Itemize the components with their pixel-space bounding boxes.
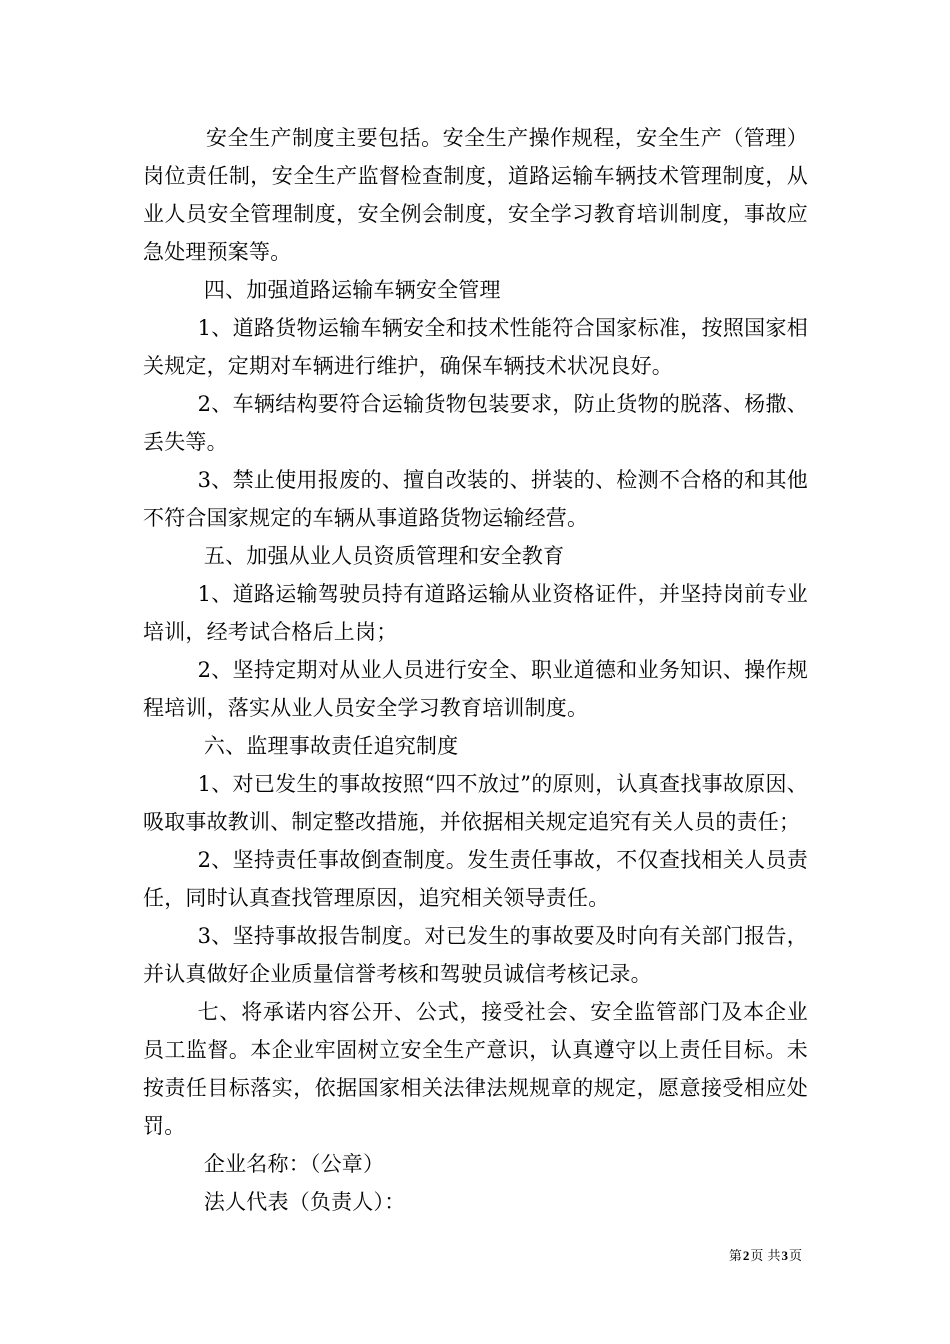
section-heading-accountability: 六、监理事故责任追究制度 bbox=[203, 734, 459, 758]
paragraph-personnel-2: 2、坚持定期对从业人员进行安全、职业道德和业务知识、操作规程培训，落实从业人员安全学习教育培训制度。 bbox=[143, 658, 808, 720]
document-body bbox=[143, 119, 808, 1221]
current-page-number: 2 bbox=[742, 1248, 750, 1263]
footer-prefix: 第 bbox=[728, 1249, 742, 1264]
signature-legal-representative: 法人代表（负责人）： bbox=[203, 1190, 406, 1214]
paragraph-commitment: 七、将承诺内容公开、公式，接受社会、安全监管部门及本企业员工监督。本企业牢固树立安全生产意识，认真遵守以上责任目标。未按责任目标落实，依据国家相关法律法规规章的规定，愿意接受相应处罚。 bbox=[143, 1000, 808, 1138]
paragraph-accountability-3: 3、坚持事故报告制度。对已发生的事故要及时向有关部门报告，并认真做好企业质量信誉考核和驾驶员诚信考核记录。 bbox=[143, 924, 808, 986]
section-heading-vehicle-safety: 四、加强道路运输车辆安全管理 bbox=[203, 278, 501, 302]
paragraph-vehicle-3: 3、禁止使用报废的、擅自改装的、拼装的、检测不合格的和其他不符合国家规定的车辆从事道路货物运输经营。 bbox=[143, 468, 808, 530]
page-number-footer bbox=[729, 1248, 802, 1265]
paragraph-vehicle-2: 2、车辆结构要符合运输货物包装要求，防止货物的脱落、杨撒、丢失等。 bbox=[143, 392, 808, 454]
paragraph-vehicle-1: 1、道路货物运输车辆安全和技术性能符合国家标准，按照国家相关规定，定期对车辆进行维护，确保车辆技术状况良好。 bbox=[143, 316, 808, 378]
paragraph-accountability-1: 1、对已发生的事故按照“四不放过”的原则，认真查找事故原因、吸取事故教训、制定整改措施，并依据相关规定追究有关人员的责任； bbox=[143, 772, 808, 834]
paragraph-safety-system: 安全生产制度主要包括。安全生产操作规程，安全生产（管理）岗位责任制，安全生产监督检查制度，道路运输车辆技术管理制度，从业人员安全管理制度，安全例会制度，安全学习教育培训制度，事故应急处理预案等。 bbox=[143, 126, 808, 264]
signature-company-name: 企业名称：（公章） bbox=[203, 1152, 385, 1176]
total-page-number: 3 bbox=[781, 1248, 788, 1263]
section-heading-personnel: 五、加强从业人员资质管理和安全教育 bbox=[203, 544, 565, 568]
paragraph-personnel-1: 1、道路运输驾驶员持有道路运输从业资格证件，并坚持岗前专业培训，经考试合格后上岗； bbox=[143, 582, 808, 644]
paragraph-accountability-2: 2、坚持责任事故倒查制度。发生责任事故，不仅查找相关人员责任，同时认真查找管理原因，追究相关领导责任。 bbox=[143, 848, 808, 910]
footer-middle: 页 共 bbox=[750, 1249, 781, 1264]
footer-suffix: 页 bbox=[788, 1249, 802, 1264]
